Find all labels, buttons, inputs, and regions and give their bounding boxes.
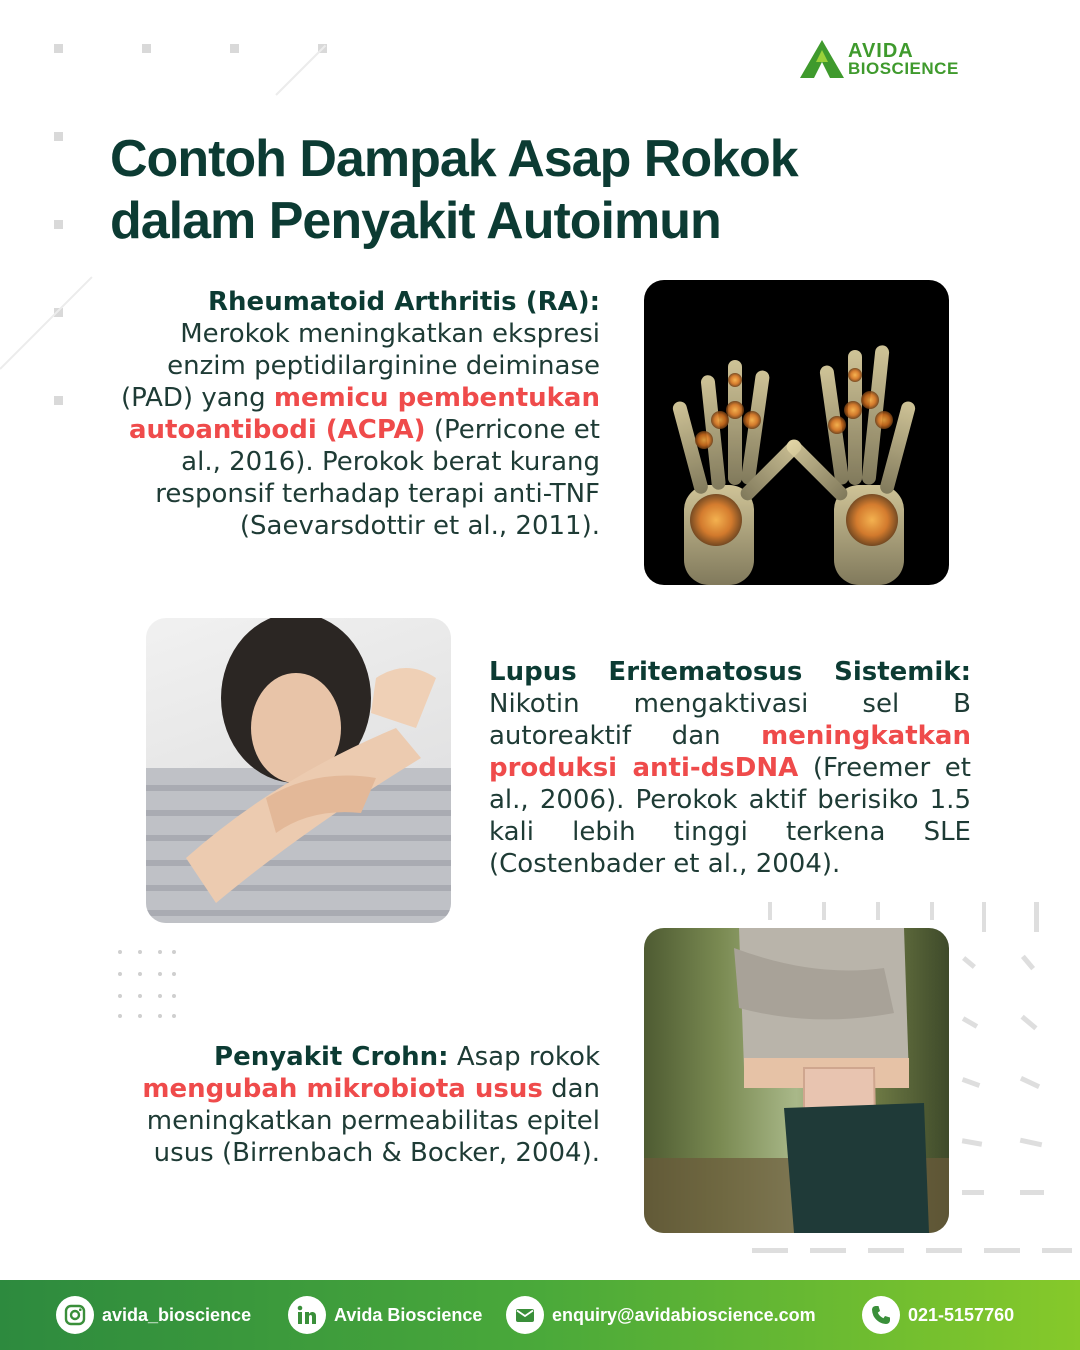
title-line-2: dalam Penyakit Autoimun xyxy=(110,192,721,250)
sle-highlight: meningkatkan produksi anti-dsDNA xyxy=(489,721,971,783)
page-title xyxy=(110,128,1010,252)
sle-section xyxy=(489,656,971,880)
ra-highlight: memicu pembentukan autoantibodi (ACPA) xyxy=(129,383,600,445)
ra-section xyxy=(100,286,600,542)
instagram-handle: avida_bioscience xyxy=(102,1304,252,1325)
sle-text-after: (Freemer et al., 2006). Perokok aktif berisiko 1.5 kali lebih tinggi terkena SLE (Costenbader et al., 2004). xyxy=(489,753,971,879)
ra-heading: Rheumatoid Arthritis (RA): xyxy=(208,287,600,317)
footer-instagram[interactable] xyxy=(56,1296,251,1334)
crohn-section xyxy=(100,1041,600,1169)
instagram-icon xyxy=(56,1296,94,1334)
brand-name-line2: BIOSCIENCE xyxy=(848,59,959,78)
sle-text-before: Nikotin mengaktivasi sel B autoreaktif dan xyxy=(489,689,971,751)
footer-email[interactable] xyxy=(506,1296,816,1334)
footer-bar xyxy=(0,1280,1080,1350)
email-address: enquiry@avidabioscience.com xyxy=(552,1304,816,1325)
ra-hands-photo xyxy=(644,280,949,585)
crohn-heading: Penyakit Crohn: xyxy=(214,1042,449,1072)
ra-text-before: Merokok meningkatkan ekspresi enzim peptidilarginine deiminase (PAD) yang xyxy=(120,319,600,413)
crohn-text-before: Asap rokok xyxy=(448,1042,600,1072)
phone-icon xyxy=(862,1296,900,1334)
avida-logo-icon xyxy=(800,40,844,78)
crohn-person-photo xyxy=(644,928,949,1233)
title-line-1: Contoh Dampak Asap Rokok xyxy=(110,130,798,188)
brand-name-line1: AVIDA xyxy=(848,40,914,62)
brand-logo xyxy=(800,40,1000,82)
crohn-highlight: mengubah mikrobiota usus xyxy=(142,1074,543,1104)
linkedin-name: Avida Bioscience xyxy=(334,1304,483,1325)
sle-woman-photo xyxy=(146,618,451,923)
linkedin-icon xyxy=(288,1296,326,1334)
phone-number: 021-5157760 xyxy=(908,1304,1015,1325)
mail-icon xyxy=(506,1296,544,1334)
footer-phone[interactable] xyxy=(862,1296,1014,1334)
ra-text-after: (Perricone et al., 2016). Perokok berat kurang responsif terhadap terapi anti-TNF (Saevarsdottir et al., 2011). xyxy=(155,415,600,541)
sle-heading: Lupus Eritematosus Sistemik: xyxy=(489,657,971,687)
footer-linkedin[interactable] xyxy=(288,1296,482,1334)
crohn-text-after: dan meningkatkan permeabilitas epitel usus (Birrenbach & Bocker, 2004). xyxy=(146,1074,600,1168)
